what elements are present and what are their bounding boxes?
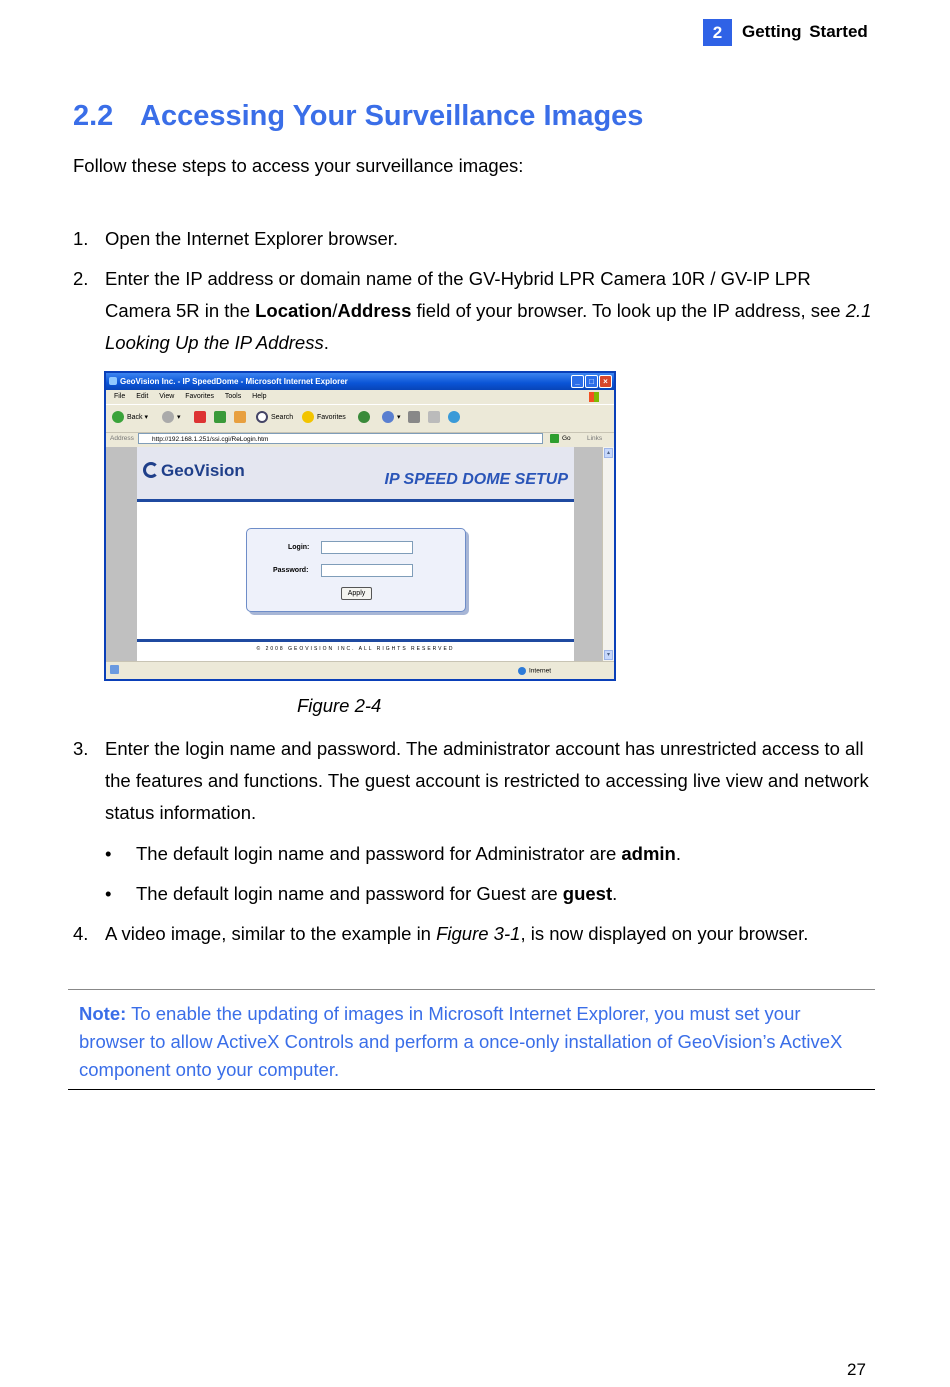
note-box: [68, 989, 875, 1090]
login-field: [321, 541, 413, 554]
ie-title-bar: [106, 373, 614, 390]
step-text-part: Enter the IP address or domain name of the GV-Hybrid LPR Camera 10R / GV-IP LPR Camera 5R in the: [105, 268, 811, 321]
password-field: [321, 564, 413, 577]
step-text-end: .: [323, 332, 329, 353]
ie-status-bar: [106, 661, 614, 680]
page-number: 27: [847, 1360, 866, 1379]
login-panel: [246, 528, 466, 612]
copyright-text: © 2008 GEOVISION INC. ALL RIGHTS RESERVED: [256, 646, 455, 652]
note-label: Note:: [79, 1003, 127, 1024]
cross-reference: 2.1 Looking Up the IP Address: [105, 300, 872, 353]
go-label: Go: [562, 435, 571, 443]
step-number: 3.: [73, 738, 89, 759]
refresh-icon: [214, 411, 229, 425]
ie-address-bar: [106, 431, 614, 447]
links-label: Links: [587, 435, 603, 442]
ie-window-title: GeoVision Inc. - IP SpeedDome - Microsoft Internet Explorer: [120, 377, 348, 386]
step-number: 4.: [73, 923, 89, 944]
step-text-part: , is now displayed on your browser.: [520, 923, 809, 944]
forward-arrow-icon: [162, 411, 174, 423]
ie-toolbar: [106, 404, 614, 433]
security-zone: [518, 667, 551, 675]
menu-tools: Tools: [224, 393, 242, 400]
favorites-button: [302, 411, 346, 425]
step-number: 2.: [73, 268, 89, 289]
history-icon: [358, 411, 373, 425]
scroll-up-icon: ▴: [604, 448, 613, 458]
back-arrow-icon: [112, 411, 124, 423]
ie-menu-bar: [106, 390, 614, 404]
address-field-name: Address: [337, 300, 412, 321]
go-arrow-icon: [550, 434, 559, 443]
section-number: 2.2: [73, 100, 114, 132]
star-icon: [302, 411, 314, 423]
ie-app-icon: [109, 377, 117, 385]
step-text: [105, 918, 880, 950]
step-text: [105, 263, 880, 359]
zone-label: Internet: [529, 667, 552, 675]
ie-login-screenshot: [104, 371, 616, 681]
menu-help: Help: [252, 393, 267, 400]
section-title-text: Accessing Your Surveillance Images: [140, 100, 644, 132]
close-icon: ×: [599, 375, 612, 388]
forward-button: ▾: [162, 411, 181, 425]
edit-icon: [428, 411, 443, 425]
guest-credential: guest: [562, 883, 613, 904]
vertical-scrollbar: [602, 447, 614, 661]
minimize-icon: _: [571, 375, 584, 388]
bullet-text: [136, 878, 617, 910]
home-icon: [234, 411, 249, 425]
go-button: [550, 434, 571, 443]
login-label: Login:: [288, 544, 310, 551]
figure-caption: Figure 2-4: [297, 695, 382, 716]
globe-icon: [518, 667, 526, 675]
bullet-dot: •: [105, 843, 112, 864]
step-number: 1.: [73, 228, 89, 249]
step-text: Enter the login name and password. The administrator account has unrestricted access to all the features and functions. The guest account is restricted to accessing live view and network status information.: [105, 738, 869, 823]
page-header-band: [137, 447, 574, 499]
ie-viewport: [106, 447, 614, 661]
back-label: Back: [127, 414, 143, 421]
bullet-text-part: The default login name and password for Guest are: [136, 883, 563, 904]
chapter-number-badge: 2: [703, 19, 732, 46]
messenger-icon: [448, 411, 463, 425]
note-text: [79, 1000, 859, 1084]
chapter-title: Getting Started: [742, 22, 868, 41]
bullet-text-end: .: [612, 883, 618, 904]
login-page: [137, 447, 574, 661]
search-label: Search: [271, 414, 294, 421]
back-button: Back ▾: [112, 411, 148, 425]
footer-divider: [137, 639, 574, 642]
page-heading: IP SPEED DOME SETUP: [384, 471, 568, 488]
menu-file: File: [114, 393, 126, 400]
favorites-label: Favorites: [317, 414, 346, 421]
section-title: [73, 100, 643, 133]
step-text-part: field of your browser. To look up the IP address, see: [411, 300, 846, 321]
slash: /: [332, 300, 338, 321]
menu-view: View: [159, 393, 175, 400]
print-icon: [408, 411, 423, 425]
figure-reference: Figure 3-1: [436, 923, 521, 944]
location-field-name: Location: [255, 300, 333, 321]
bullet-dot: •: [105, 883, 112, 904]
address-label: Address: [110, 435, 134, 442]
admin-credential: admin: [621, 843, 676, 864]
menu-edit: Edit: [136, 393, 149, 400]
mail-icon: ▾: [382, 411, 401, 425]
maximize-icon: □: [585, 375, 598, 388]
step-text-part: A video image, similar to the example in: [105, 923, 437, 944]
intro-text: Follow these steps to access your surveillance images:: [73, 155, 524, 176]
menu-favorites: Favorites: [185, 393, 215, 400]
header-divider: [137, 499, 574, 502]
address-field: http://192.168.1.251/ssi.cgi/ReLogin.htm: [138, 433, 543, 444]
note-body: To enable the updating of images in Microsoft Internet Explorer, you must set your browser to allow ActiveX Controls and perform a once-only installation of GeoVision’s ActiveX component onto your computer.: [79, 1003, 843, 1080]
step-text: Open the Internet Explorer browser.: [105, 228, 399, 249]
password-label: Password:: [273, 567, 309, 574]
bullet-text-part: The default login name and password for Administrator are: [136, 843, 622, 864]
search-button: [256, 411, 293, 425]
stop-icon: [194, 411, 209, 425]
windows-logo-icon: [589, 392, 599, 402]
apply-button: Apply: [341, 587, 372, 600]
bullet-text: [136, 838, 681, 870]
page-icon: [110, 665, 119, 674]
bullet-text-end: .: [675, 843, 681, 864]
search-icon: [256, 411, 268, 423]
geovision-logo: [143, 461, 245, 481]
logo-text: GeoVision: [161, 461, 245, 480]
scroll-down-icon: ▾: [604, 650, 613, 660]
